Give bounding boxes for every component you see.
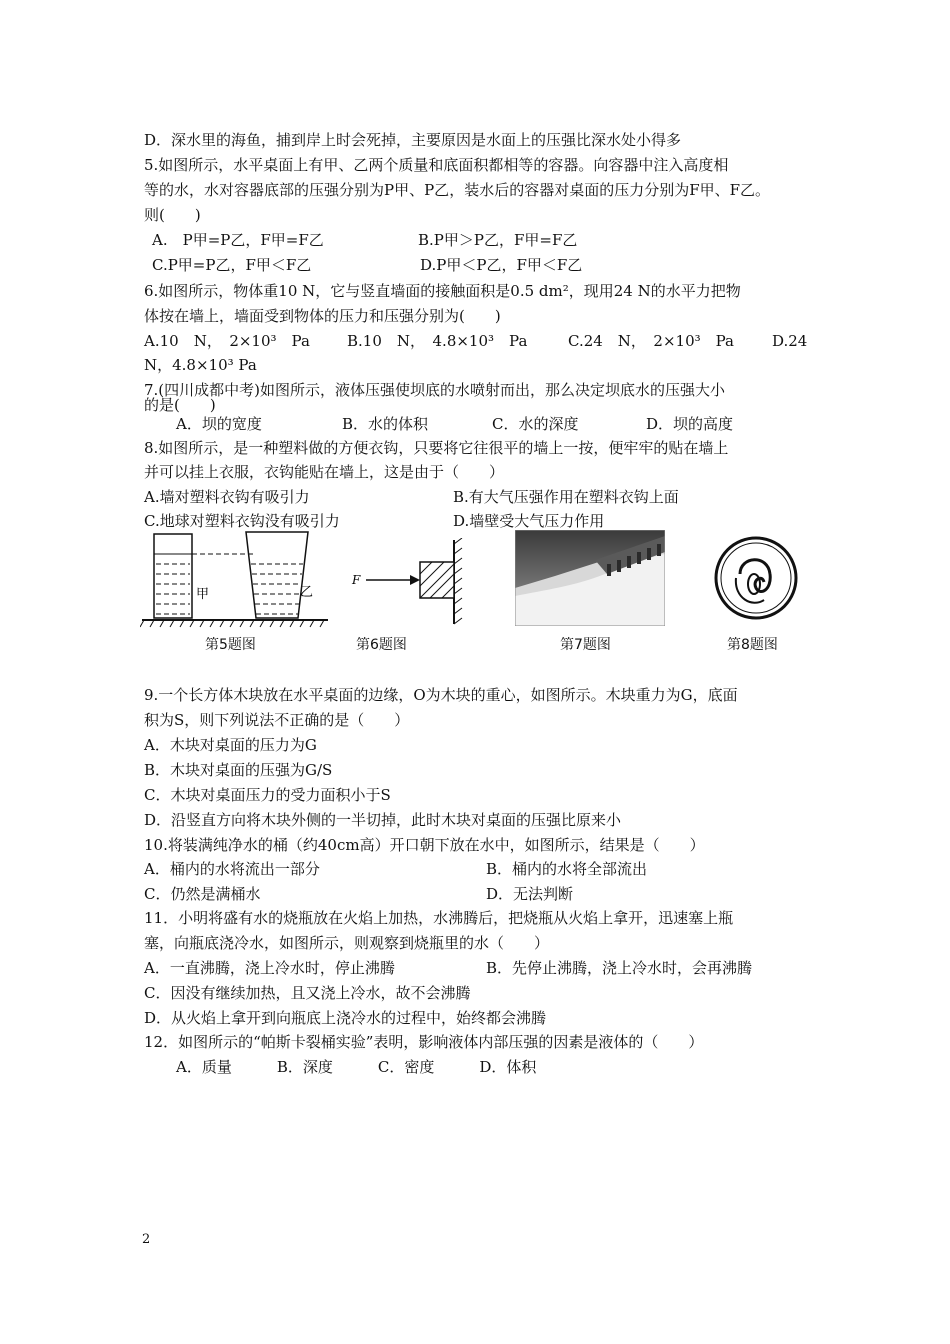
option-q5a: A. P甲=P乙，F甲=F乙: [152, 231, 324, 249]
option-q10a: A．桶内的水将流出一部分: [144, 860, 320, 878]
option-q10b: B．桶内的水将全部流出: [486, 860, 648, 878]
line-q12a: 12．如图所示的“帕斯卡裂桶实验”表明，影响液体内部压强的因素是液体的（ ）: [144, 1033, 704, 1051]
option-q11c: C．因没有继续加热，且又浇上冷水，故不会沸腾: [144, 984, 471, 1002]
option-q6d-cont: N，4.8×10³ Pa: [144, 356, 257, 374]
option-q6b: B.10 N， 4.8×10³ Pa: [347, 332, 528, 350]
option-q5d: D.P甲＜P乙，F甲＜F乙: [420, 256, 583, 274]
line-q11a: 11．小明将盛有水的烧瓶放在火焰上加热，水沸腾后，把烧瓶从火焰上拿开，迅速塞上瓶: [144, 909, 734, 927]
option-q5c: C.P甲=P乙，F甲＜F乙: [152, 256, 312, 274]
options-q12: A．质量 B．深度 C．密度 D．体积: [176, 1058, 537, 1076]
line-q7a: 7.(四川成都中考)如图所示，液体压强使坝底的水喷射而出，那么决定坝底水的压强大小: [144, 381, 726, 399]
figure-7-dam-photo: [515, 530, 665, 626]
option-q6d: D.24: [772, 332, 808, 350]
line-q8b: 并可以挂上衣服，衣钩能贴在墙上，这是由于（ ）: [144, 463, 505, 481]
option-q10d: D．无法判断: [486, 885, 574, 903]
option-q11b: B．先停止沸腾，浇上冷水时，会再沸腾: [486, 959, 753, 977]
line-q10a: 10.将装满纯净水的桶（约40cm高）开口朝下放在水中，如图所示，结果是（ ）: [144, 836, 705, 854]
page-number: 2: [142, 1232, 151, 1247]
option-q7a: A．坝的宽度: [176, 415, 262, 433]
caption-fig7: 第7题图: [560, 637, 611, 653]
option-q7c: C．水的深度: [492, 415, 579, 433]
option-q11a: A．一直沸腾，浇上冷水时，停止沸腾: [144, 959, 395, 977]
line-q5a: 5.如图所示，水平桌面上有甲、乙两个质量和底面积都相等的容器。向容器中注入高度相: [144, 156, 729, 174]
option-q9c: C．木块对桌面压力的受力面积小于S: [144, 786, 391, 804]
figure-5-containers: [140, 530, 330, 630]
line-q9b: 积为S，则下列说法不正确的是（ ）: [144, 711, 410, 729]
line-q5b: 等的水，水对容器底部的压强分别为P甲、P乙，装水后的容器对桌面的压力分别为F甲、F乙。: [144, 181, 771, 199]
fig5-label-yi: 乙: [300, 585, 314, 600]
line-q11b: 塞，向瓶底浇冷水，如图所示，则观察到烧瓶里的水（ ）: [144, 934, 550, 952]
line-q9a: 9.一个长方体木块放在水平桌面的边缘，O为木块的重心，如图所示。木块重力为G，底面: [144, 686, 738, 704]
caption-fig5: 第5题图: [205, 637, 256, 653]
fig5-label-jia: 甲: [196, 587, 210, 602]
option-q7b: B．水的体积: [342, 415, 429, 433]
option-q8b: B.有大气压强作用在塑料衣钩上面: [453, 488, 679, 506]
figure-6-block-wall: [350, 538, 470, 626]
option-q9d: D．沿竖直方向将木块外侧的一半切掉，此时木块对桌面的压强比原来小: [144, 811, 622, 829]
option-q8d: D.墙壁受大气压力作用: [453, 512, 605, 530]
figure-8-suction-hook: [712, 534, 802, 624]
option-q10c: C．仍然是满桶水: [144, 885, 261, 903]
option-q8a: A.墙对塑料衣钩有吸引力: [144, 488, 310, 506]
line-q8a: 8.如图所示，是一种塑料做的方便衣钩，只要将它往很平的墙上一按，便牢牢的贴在墙上: [144, 439, 729, 457]
option-q11d: D．从火焰上拿开到向瓶底上浇冷水的过程中，始终都会沸腾: [144, 1009, 547, 1027]
option-q8c: C.地球对塑料衣钩没有吸引力: [144, 512, 340, 530]
line-q6a: 6.如图所示，物体重10 N，它与竖直墙面的接触面积是0.5 dm²，现用24 N的水平力把物: [144, 282, 741, 300]
option-q9a: A．木块对桌面的压力为G: [144, 736, 317, 754]
option-q7d: D．坝的高度: [646, 415, 734, 433]
caption-fig6: 第6题图: [356, 637, 407, 653]
option-q5b: B.P甲＞P乙，F甲=F乙: [418, 231, 578, 249]
caption-fig8: 第8题图: [727, 637, 778, 653]
option-q6c: C.24 N， 2×10³ Pa: [568, 332, 734, 350]
fig6-label-f: F: [352, 573, 361, 587]
line-q5c: 则( ): [144, 206, 201, 224]
option-q9b: B．木块对桌面的压强为G/S: [144, 761, 333, 779]
line-q7b: 的是( ): [144, 396, 216, 414]
line-q4d: D．深水里的海鱼，捕到岸上时会死掉，主要原因是水面上的压强比深水处小得多: [144, 131, 682, 149]
option-q6a: A.10 N， 2×10³ Pa: [144, 332, 310, 350]
line-q6b: 体按在墙上，墙面受到物体的压力和压强分别为( ): [144, 307, 501, 325]
